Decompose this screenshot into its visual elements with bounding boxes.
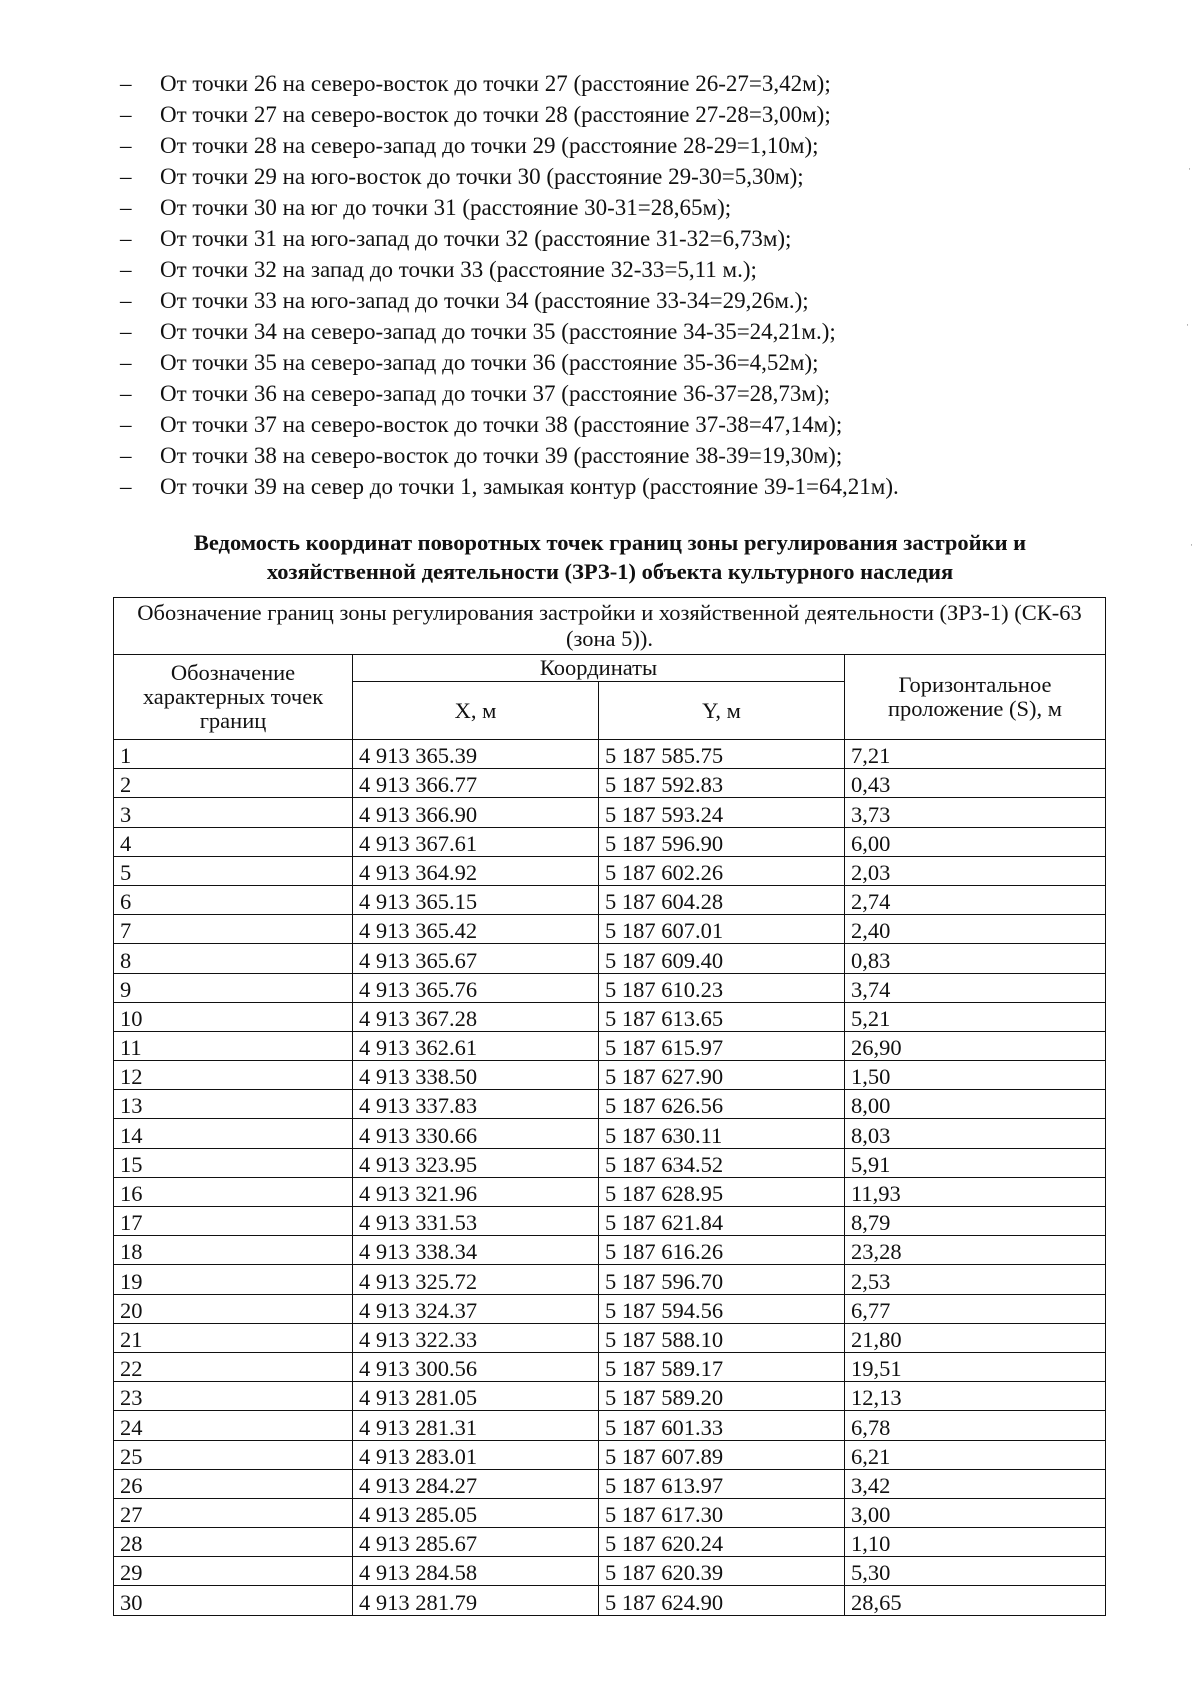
x-coordinate-cell: 4 913 321.96 xyxy=(353,1177,599,1206)
distance-cell: 28,65 xyxy=(845,1586,1106,1615)
table-row xyxy=(114,1469,1106,1498)
table-row xyxy=(114,1002,1106,1031)
distance-cell: 3,73 xyxy=(845,798,1106,827)
y-coordinate-cell: 5 187 613.65 xyxy=(599,1002,845,1031)
point-cell: 22 xyxy=(114,1352,353,1381)
point-cell: 8 xyxy=(114,944,353,973)
point-cell: 7 xyxy=(114,915,353,944)
route-list-item xyxy=(120,254,1100,285)
y-coordinate-cell: 5 187 589.17 xyxy=(599,1352,845,1381)
route-list-item xyxy=(120,285,1100,316)
x-coordinate-cell: 4 913 284.58 xyxy=(353,1557,599,1586)
list-dash: – xyxy=(120,71,132,96)
list-dash: – xyxy=(120,195,132,220)
x-coordinate-cell: 4 913 285.05 xyxy=(353,1498,599,1527)
route-list-text: От точки 32 на запад до точки 33 (расстояние 32-33=5,11 м.); xyxy=(160,257,757,282)
y-coordinate-cell: 5 187 607.01 xyxy=(599,915,845,944)
x-coordinate-cell: 4 913 367.61 xyxy=(353,827,599,856)
point-cell: 28 xyxy=(114,1528,353,1557)
distance-cell: 2,53 xyxy=(845,1265,1106,1294)
x-coordinate-cell: 4 913 338.50 xyxy=(353,1061,599,1090)
y-coordinate-cell: 5 187 588.10 xyxy=(599,1323,845,1352)
list-dash: – xyxy=(120,319,132,344)
list-dash: – xyxy=(120,133,132,158)
y-coordinate-cell: 5 187 620.39 xyxy=(599,1557,845,1586)
table-row xyxy=(114,885,1106,914)
x-coordinate-cell: 4 913 365.39 xyxy=(353,740,599,769)
y-coordinate-cell: 5 187 628.95 xyxy=(599,1177,845,1206)
table-row xyxy=(114,856,1106,885)
document-page: – От точки 26 на северо-восток до точки 27 (расстояние 26-27=3,42м); – От точки 27 на северо-восток до точки 28 (расстояние 27-28=3,00м); – От точки 28 на северо-запад до точки 29 (расстояние 28-29=1,10м); – От точки 29 на юго-восток до точки 30 (расстояние 29-30=5,30м); – От точки 30 на юг до точки 31 (расстояние 30-31=28,65м); – От точки 31 на юго-запад до точки 32 (расстояние 31-32=6,73м); – От точки 32 на запад до точки 33 (расстояние 32-33=5,11 м.); – От точки 33 на юго-запад до точки 34 (расстояние 33-34=29,26м.); – От точки 34 на северо-запад до точки 35 (расстояние 34-35=24,21м.); – От точки 35 на северо-запад до точки 36 (расстояние 35-36=4,52м); – От точки 36 на северо-запад до точки 37 (расстояние 36-37=28,73м); – От точки 37 на северо-восток до точки 38 (расстояние 37-38=47,14м); – От точки 38 на северо-восток до точки 39 (расстояние 38-39=19,30м); – От точки 39 на север до точки 1, замыкая контур (расстояние 39-1=64,21м). Ведомость координат поворотных точек границ зоны регулирования застройки и хозяйственной деятельности (ЗРЗ-1) объекта культурного наследия Обозначение границ зоны регулирования застройки и хозяйственной деятельности (ЗРЗ-1) (СК-63 (зона 5)). Обозначение характерных точек границ Координаты Горизонтальное проложение (S), м X, м Y, м 1 4 913 365.39 5 187 585.75 7,21 2 4 913 366.77 5 187 592.83 0,43 3 4 913 366.90 5 187 593.24 3,73 4 4 913 367.61 5 187 596.90 6,00 5 4 913 364.92 5 187 602.26 2,03 6 4 913 365.15 5 187 604.28 2,74 7 4 913 365.42 5 187 607.01 2,40 8 4 913 365.67 5 187 609.40 0,83 9 4 913 365.76 5 187 610.23 3,74 10 4 913 367.28 5 187 613.65 5,21 11 4 913 362.61 5 187 615.97 26,90 12 4 913 338.50 5 187 627.90 1,50 13 4 913 337.83 5 187 626.56 8,00 14 4 913 330.66 5 187 630.11 8,03 15 4 913 323.95 5 187 634.52 5,91 16 4 913 321.96 5 187 628.95 11,93 17 4 913 331.53 5 187 621.84 8,79 18 4 913 338.34 5 187 616.26 23,28 19 4 913 325.72 5 187 596.70 2,53 20 4 913 324.37 5 187 594.56 6,77 21 4 913 322.33 5 187 588.10 21,80 22 4 913 300.56 5 187 589.17 19,51 23 4 913 281.05 5 187 589.20 12,13 24 4 913 281.31 5 187 601.33 6,78 25 4 913 283.01 5 187 607.89 6,21 26 4 913 284.27 5 187 613.97 3,42 27 4 913 285.05 5 187 617.30 3,00 28 4 913 285.67 5 187 620.24 1,10 29 4 913 284.58 5 187 620.39 5,30 30 4 913 281.79 5 187 624.90 28,65 · · · xyxy=(0,0,1200,1685)
y-coordinate-cell: 5 187 617.30 xyxy=(599,1498,845,1527)
route-list-item xyxy=(120,378,1100,409)
route-list-item xyxy=(120,223,1100,254)
y-coordinate-cell: 5 187 607.89 xyxy=(599,1440,845,1469)
distance-cell: 8,00 xyxy=(845,1090,1106,1119)
table-row xyxy=(114,827,1106,856)
y-coordinate-cell: 5 187 626.56 xyxy=(599,1090,845,1119)
coordinates-table-body xyxy=(114,740,1106,1616)
y-coordinate-cell: 5 187 604.28 xyxy=(599,885,845,914)
distance-cell: 19,51 xyxy=(845,1352,1106,1381)
distance-cell: 21,80 xyxy=(845,1323,1106,1352)
point-cell: 1 xyxy=(114,740,353,769)
y-coordinate-cell: 5 187 592.83 xyxy=(599,769,845,798)
x-coordinate-cell: 4 913 281.79 xyxy=(353,1586,599,1615)
table-row xyxy=(114,1557,1106,1586)
table-row xyxy=(114,1148,1106,1177)
table-row xyxy=(114,1528,1106,1557)
table-row xyxy=(114,1440,1106,1469)
point-cell: 11 xyxy=(114,1031,353,1060)
list-dash: – xyxy=(120,288,132,313)
point-cell: 27 xyxy=(114,1498,353,1527)
x-coordinate-cell: 4 913 366.77 xyxy=(353,769,599,798)
x-coordinate-cell: 4 913 330.66 xyxy=(353,1119,599,1148)
y-coordinate-cell: 5 187 620.24 xyxy=(599,1528,845,1557)
distance-cell: 23,28 xyxy=(845,1236,1106,1265)
route-list-item xyxy=(120,68,1100,99)
x-coordinate-cell: 4 913 284.27 xyxy=(353,1469,599,1498)
point-cell: 16 xyxy=(114,1177,353,1206)
point-cell: 5 xyxy=(114,856,353,885)
distance-cell: 6,21 xyxy=(845,1440,1106,1469)
point-cell: 19 xyxy=(114,1265,353,1294)
list-dash: – xyxy=(120,443,132,468)
point-cell: 15 xyxy=(114,1148,353,1177)
coordinates-table xyxy=(113,597,1106,1616)
header-x: X, м xyxy=(353,682,599,740)
route-list-text: От точки 37 на северо-восток до точки 38 (расстояние 37-38=47,14м); xyxy=(160,412,843,437)
distance-cell: 5,30 xyxy=(845,1557,1106,1586)
x-coordinate-cell: 4 913 365.42 xyxy=(353,915,599,944)
point-cell: 17 xyxy=(114,1207,353,1236)
route-list-text: От точки 35 на северо-запад до точки 36 (расстояние 35-36=4,52м); xyxy=(160,350,819,375)
table-row xyxy=(114,769,1106,798)
route-list-item xyxy=(120,192,1100,223)
y-coordinate-cell: 5 187 627.90 xyxy=(599,1061,845,1090)
table-heading xyxy=(100,528,1120,586)
route-list-item xyxy=(120,130,1100,161)
point-cell: 18 xyxy=(114,1236,353,1265)
route-list-item xyxy=(120,440,1100,471)
list-dash: – xyxy=(120,474,132,499)
y-coordinate-cell: 5 187 601.33 xyxy=(599,1411,845,1440)
x-coordinate-cell: 4 913 338.34 xyxy=(353,1236,599,1265)
distance-cell: 1,10 xyxy=(845,1528,1106,1557)
point-cell: 9 xyxy=(114,973,353,1002)
table-row xyxy=(114,1061,1106,1090)
x-coordinate-cell: 4 913 285.67 xyxy=(353,1528,599,1557)
distance-cell: 2,03 xyxy=(845,856,1106,885)
y-coordinate-cell: 5 187 593.24 xyxy=(599,798,845,827)
table-row xyxy=(114,1177,1106,1206)
list-dash: – xyxy=(120,412,132,437)
table-heading-line-1: Ведомость координат поворотных точек границ зоны регулирования застройки и xyxy=(193,530,1027,555)
y-coordinate-cell: 5 187 630.11 xyxy=(599,1119,845,1148)
list-dash: – xyxy=(120,164,132,189)
table-row xyxy=(114,1119,1106,1148)
x-coordinate-cell: 4 913 367.28 xyxy=(353,1002,599,1031)
y-coordinate-cell: 5 187 613.97 xyxy=(599,1469,845,1498)
distance-cell: 5,21 xyxy=(845,1002,1106,1031)
distance-cell: 26,90 xyxy=(845,1031,1106,1060)
table-row xyxy=(114,1498,1106,1527)
distance-cell: 11,93 xyxy=(845,1177,1106,1206)
point-cell: 3 xyxy=(114,798,353,827)
y-coordinate-cell: 5 187 596.70 xyxy=(599,1265,845,1294)
route-list-text: От точки 34 на северо-запад до точки 35 (расстояние 34-35=24,21м.); xyxy=(160,319,836,344)
table-heading-line-2: хозяйственной деятельности (ЗРЗ-1) объекта культурного наследия xyxy=(266,559,954,584)
table-row xyxy=(114,798,1106,827)
x-coordinate-cell: 4 913 281.31 xyxy=(353,1411,599,1440)
x-coordinate-cell: 4 913 362.61 xyxy=(353,1031,599,1060)
point-cell: 26 xyxy=(114,1469,353,1498)
route-list-text: От точки 36 на северо-запад до точки 37 (расстояние 36-37=28,73м); xyxy=(160,381,831,406)
point-cell: 24 xyxy=(114,1411,353,1440)
distance-cell: 6,78 xyxy=(845,1411,1106,1440)
x-coordinate-cell: 4 913 325.72 xyxy=(353,1265,599,1294)
list-dash: – xyxy=(120,350,132,375)
x-coordinate-cell: 4 913 323.95 xyxy=(353,1148,599,1177)
y-coordinate-cell: 5 187 624.90 xyxy=(599,1586,845,1615)
x-coordinate-cell: 4 913 365.67 xyxy=(353,944,599,973)
table-row xyxy=(114,1236,1106,1265)
table-row xyxy=(114,1323,1106,1352)
point-cell: 6 xyxy=(114,885,353,914)
table-row xyxy=(114,1031,1106,1060)
table-row xyxy=(114,1265,1106,1294)
list-dash: – xyxy=(120,257,132,282)
route-list-item xyxy=(120,316,1100,347)
x-coordinate-cell: 4 913 324.37 xyxy=(353,1294,599,1323)
distance-cell: 5,91 xyxy=(845,1148,1106,1177)
y-coordinate-cell: 5 187 585.75 xyxy=(599,740,845,769)
y-coordinate-cell: 5 187 621.84 xyxy=(599,1207,845,1236)
distance-cell: 6,77 xyxy=(845,1294,1106,1323)
point-cell: 21 xyxy=(114,1323,353,1352)
x-coordinate-cell: 4 913 281.05 xyxy=(353,1382,599,1411)
distance-cell: 7,21 xyxy=(845,740,1106,769)
point-cell: 25 xyxy=(114,1440,353,1469)
distance-cell: 0,43 xyxy=(845,769,1106,798)
table-row xyxy=(114,1411,1106,1440)
route-description-list xyxy=(120,68,1100,502)
table-row xyxy=(114,1352,1106,1381)
y-coordinate-cell: 5 187 594.56 xyxy=(599,1294,845,1323)
header-coordinates: Координаты xyxy=(353,655,845,682)
distance-cell: 0,83 xyxy=(845,944,1106,973)
point-cell: 12 xyxy=(114,1061,353,1090)
distance-cell: 3,74 xyxy=(845,973,1106,1002)
x-coordinate-cell: 4 913 300.56 xyxy=(353,1352,599,1381)
distance-cell: 2,40 xyxy=(845,915,1106,944)
route-list-text: От точки 30 на юг до точки 31 (расстояние 30-31=28,65м); xyxy=(160,195,732,220)
y-coordinate-cell: 5 187 615.97 xyxy=(599,1031,845,1060)
route-list-text: От точки 31 на юго-запад до точки 32 (расстояние 31-32=6,73м); xyxy=(160,226,792,251)
list-dash: – xyxy=(120,226,132,251)
y-coordinate-cell: 5 187 616.26 xyxy=(599,1236,845,1265)
x-coordinate-cell: 4 913 364.92 xyxy=(353,856,599,885)
list-dash: – xyxy=(120,102,132,127)
table-row xyxy=(114,1090,1106,1119)
y-coordinate-cell: 5 187 634.52 xyxy=(599,1148,845,1177)
distance-cell: 12,13 xyxy=(845,1382,1106,1411)
route-list-text: От точки 26 на северо-восток до точки 27 (расстояние 26-27=3,42м); xyxy=(160,71,831,96)
x-coordinate-cell: 4 913 365.15 xyxy=(353,885,599,914)
distance-cell: 8,79 xyxy=(845,1207,1106,1236)
point-cell: 13 xyxy=(114,1090,353,1119)
route-list-text: От точки 33 на юго-запад до точки 34 (расстояние 33-34=29,26м.); xyxy=(160,288,809,313)
distance-cell: 3,00 xyxy=(845,1498,1106,1527)
point-cell: 29 xyxy=(114,1557,353,1586)
y-coordinate-cell: 5 187 589.20 xyxy=(599,1382,845,1411)
header-point-designation: Обозначение характерных точек границ xyxy=(114,655,353,740)
y-coordinate-cell: 5 187 610.23 xyxy=(599,973,845,1002)
route-list-text: От точки 28 на северо-запад до точки 29 (расстояние 28-29=1,10м); xyxy=(160,133,819,158)
route-list-item xyxy=(120,161,1100,192)
route-list-item xyxy=(120,99,1100,130)
route-list-text: От точки 39 на север до точки 1, замыкая контур (расстояние 39-1=64,21м). xyxy=(160,474,899,499)
distance-cell: 2,74 xyxy=(845,885,1106,914)
point-cell: 20 xyxy=(114,1294,353,1323)
x-coordinate-cell: 4 913 365.76 xyxy=(353,973,599,1002)
table-row xyxy=(114,915,1106,944)
route-list-item xyxy=(120,347,1100,378)
route-list-text: От точки 38 на северо-восток до точки 39 (расстояние 38-39=19,30м); xyxy=(160,443,843,468)
table-row xyxy=(114,973,1106,1002)
table-row xyxy=(114,1586,1106,1615)
y-coordinate-cell: 5 187 602.26 xyxy=(599,856,845,885)
x-coordinate-cell: 4 913 366.90 xyxy=(353,798,599,827)
x-coordinate-cell: 4 913 337.83 xyxy=(353,1090,599,1119)
table-row xyxy=(114,1382,1106,1411)
x-coordinate-cell: 4 913 322.33 xyxy=(353,1323,599,1352)
distance-cell: 3,42 xyxy=(845,1469,1106,1498)
route-list-item xyxy=(120,471,1100,502)
route-list-text: От точки 29 на юго-восток до точки 30 (расстояние 29-30=5,30м); xyxy=(160,164,804,189)
x-coordinate-cell: 4 913 331.53 xyxy=(353,1207,599,1236)
header-horizontal-distance: Горизонтальное проложение (S), м xyxy=(845,655,1106,740)
distance-cell: 6,00 xyxy=(845,827,1106,856)
point-cell: 14 xyxy=(114,1119,353,1148)
zone-title-cell: Обозначение границ зоны регулирования застройки и хозяйственной деятельности (ЗРЗ-1) (СК-63 (зона 5)). xyxy=(114,598,1106,655)
y-coordinate-cell: 5 187 596.90 xyxy=(599,827,845,856)
table-row xyxy=(114,740,1106,769)
table-row xyxy=(114,1294,1106,1323)
point-cell: 4 xyxy=(114,827,353,856)
table-row xyxy=(114,944,1106,973)
point-cell: 2 xyxy=(114,769,353,798)
table-row xyxy=(114,1207,1106,1236)
x-coordinate-cell: 4 913 283.01 xyxy=(353,1440,599,1469)
point-cell: 23 xyxy=(114,1382,353,1411)
y-coordinate-cell: 5 187 609.40 xyxy=(599,944,845,973)
point-cell: 30 xyxy=(114,1586,353,1615)
point-cell: 10 xyxy=(114,1002,353,1031)
distance-cell: 8,03 xyxy=(845,1119,1106,1148)
route-list-text: От точки 27 на северо-восток до точки 28 (расстояние 27-28=3,00м); xyxy=(160,102,831,127)
distance-cell: 1,50 xyxy=(845,1061,1106,1090)
route-list-item xyxy=(120,409,1100,440)
header-y: Y, м xyxy=(599,682,845,740)
list-dash: – xyxy=(120,381,132,406)
